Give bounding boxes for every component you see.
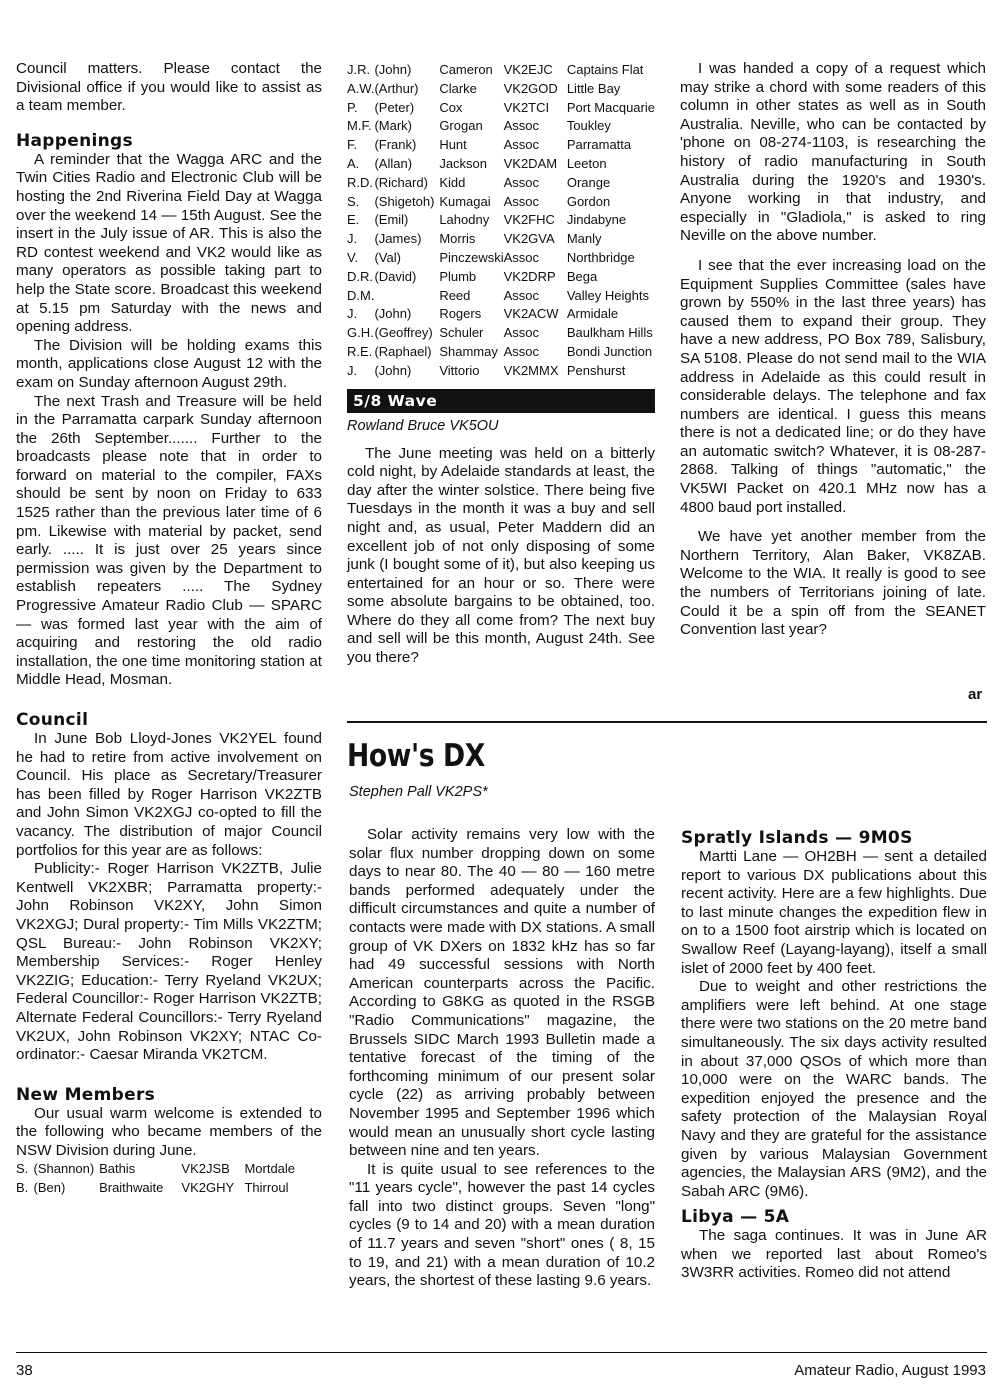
member-initials: R.E. bbox=[347, 343, 373, 359]
column-1 bbox=[16, 60, 322, 1198]
member-suburb: Port Macquarie bbox=[566, 99, 655, 115]
wave-paragraph: The June meeting was held on a bitterly cold night, by Adelaide standards at least, the day after the winter solstice. There being five Tuesdays in the month it was a buy and sell night and, as usual, Peter Maddern did an excellent job of not only disposing of some junk (I bought some of it), but also keeping us entertained for an hour or so. There were some absolute bargains to be obtained, too. Where do they all come from? The next buy and sell will be this month, August 24th. See you there? bbox=[347, 444, 655, 667]
member-callsign: Assoc bbox=[503, 343, 540, 359]
member-callsign: Assoc bbox=[503, 174, 540, 190]
member-callsign: VK2GOD bbox=[503, 80, 558, 96]
member-row bbox=[347, 211, 655, 230]
member-callsign: Assoc bbox=[503, 193, 540, 209]
member-given-name: (Allan) bbox=[374, 155, 413, 171]
col3-paragraph-3: We have yet another member from the Northern Territory, Alan Baker, VK8ZAB. Welcome to the WIA. It really is good to see the numbers of Territorians joining of late. Could it be a spin off from the SEANET Convention last year? bbox=[680, 528, 986, 639]
member-row bbox=[347, 193, 655, 212]
member-surname: Plumb bbox=[439, 268, 477, 284]
member-given-name: (Mark) bbox=[374, 118, 412, 134]
hows-dx-column-1 bbox=[349, 826, 655, 1291]
member-surname: Jackson bbox=[439, 155, 488, 171]
member-given-name: (Geoffrey) bbox=[374, 325, 433, 341]
spratly-heading: Spratly Islands — 9M0S bbox=[681, 828, 913, 848]
member-callsign: VK2GVA bbox=[503, 231, 555, 247]
member-given-name: (Arthur) bbox=[374, 80, 419, 96]
members-list-table bbox=[347, 61, 655, 381]
member-surname: Pinczewski bbox=[439, 249, 504, 265]
hows-dx-paragraph-1: Solar activity remains very low with the solar flux number dropping down on some days to near 80. The 40 — 80 — 160 metre bands performed adequately under the difficult circumstances and quite a number of contacts were made with DX stations. A small group of VK DXers on 1832 kHz has so far had 49 successful sessions with North American counterparts across the Pacific. According to G8KG as quoted in the RSGB "Radio Communications" magazine, the Brussels SIDC March 1993 Bulletin made a tentative forecast of the timing of the forthcoming minimum of our present solar cycle (22) as arriving probably between November 1995 and September 1996 which would mean an unusually short cycle lasting between nine and ten years. bbox=[349, 826, 655, 1160]
new-member-surname: Bathis bbox=[99, 1161, 136, 1177]
libya-paragraph: The saga continues. It was in June AR when we reported last about Romeo's 3W3RR activities. Romeo did not attend bbox=[681, 1227, 987, 1282]
member-callsign: VK2DRP bbox=[503, 268, 556, 284]
member-row bbox=[347, 80, 655, 99]
member-surname: Kidd bbox=[439, 174, 466, 190]
council-paragraph-1: In June Bob Lloyd-Jones VK2YEL found he had to retire from active involvement on Council. His place as Secretary/Treasurer has been filled by Roger Harrison VK2ZTB and John Simon VK2XGJ co-opted to fill the vacancy. The distribution of major Council portfolios for this year are as follows: bbox=[16, 730, 322, 859]
member-surname: Vittorio bbox=[439, 362, 480, 378]
member-callsign: VK2EJC bbox=[503, 62, 553, 77]
col3-paragraph-2: I see that the ever increasing load on the Equipment Supplies Committee (sales have grown by 550% in the last three years) has caused them to expand their group. They have a new address, PO Box 789, Salisbury, SA 5108. Please do not send mail to the WIA address in Adelaide as this could result in considerable delays. The telephone and fax numbers are identical. I guess this means there is not a dedicated line; or do they have an automatic switch? Whatever, it is 08-287-2868. Talking of things "automatic," the VK5WI Packet on 420.1 MHz now has a 4800 baud port installed. bbox=[680, 256, 986, 516]
new-members-table bbox=[16, 1160, 322, 1198]
column-3-top bbox=[680, 60, 986, 640]
happenings-heading: Happenings bbox=[16, 130, 133, 151]
member-given-name: (Richard) bbox=[374, 174, 428, 190]
column-2-top bbox=[347, 61, 655, 668]
member-row bbox=[347, 99, 655, 118]
member-row bbox=[347, 155, 655, 174]
member-row bbox=[347, 61, 655, 80]
member-given-name bbox=[374, 287, 439, 306]
hows-dx-paragraph-2: It is quite usual to see references to the "11 years cycle", however the past 14 cycles fall into two distinct groups. Seven "long" cycles (9 to 14 and 20) with a mean duration of 11.7 years and seven "short" ones ( 8, 15 to 19, and 21) with a mean duration of 10.2 years, the shortest of these lasting 9.6 years. bbox=[349, 1160, 655, 1290]
member-initials: V. bbox=[347, 249, 359, 265]
member-row bbox=[347, 305, 655, 324]
member-row bbox=[347, 362, 655, 381]
member-initials: E. bbox=[347, 212, 360, 228]
member-given-name: (Peter) bbox=[374, 99, 415, 115]
member-surname: Schuler bbox=[439, 325, 484, 341]
member-initials: P. bbox=[347, 99, 358, 115]
happenings-paragraph-3: The next Trash and Treasure will be held in the Parramatta carpark Sunday afternoon the 26th September....... Further to the broadcasts please note that in order to forward on material to the compiler, FAXs should be sent by noon on Friday to 633 1525 rather than the previous later time of 6 pm. Likewise with material by packet, send early. ..... It is just over 25 years since permission was given by the Department to establish repeaters ..... The Sydney Progressive Amateur Radio Club — SPARC — was formed last year with the aim of acquiring and restoring the old radio installation, the one time monitoring station at Middle Head, Mosman. bbox=[16, 392, 322, 689]
member-surname: Rogers bbox=[439, 306, 482, 322]
member-suburb: Gordon bbox=[566, 193, 611, 209]
wave-banner: 5/8 Wave bbox=[347, 389, 655, 413]
member-given-name: (Emil) bbox=[374, 212, 409, 228]
member-suburb: Leeton bbox=[566, 155, 607, 171]
member-suburb: Penshurst bbox=[566, 362, 626, 378]
member-initials: J.R. bbox=[347, 62, 371, 77]
member-callsign: VK2FHC bbox=[503, 212, 555, 228]
hows-dx-title: How's DX bbox=[347, 738, 485, 774]
member-row bbox=[347, 287, 655, 306]
page-number: 38 bbox=[16, 1362, 33, 1379]
member-callsign: VK2TCI bbox=[503, 99, 550, 115]
new-member-surname: Braithwaite bbox=[99, 1180, 164, 1196]
new-member-callsign: VK2GHY bbox=[181, 1180, 235, 1196]
member-initials: M.F. bbox=[347, 118, 372, 134]
member-callsign: Assoc bbox=[503, 287, 540, 303]
member-surname: Hunt bbox=[439, 137, 467, 153]
member-row bbox=[347, 343, 655, 362]
member-callsign: Assoc bbox=[503, 325, 540, 341]
member-surname: Reed bbox=[439, 287, 471, 303]
member-callsign: VK2DAM bbox=[503, 155, 558, 171]
sign-off: ar bbox=[968, 686, 983, 703]
member-initials: F. bbox=[347, 137, 358, 153]
hows-dx-byline: Stephen Pall VK2PS* bbox=[349, 784, 488, 800]
member-initials: J. bbox=[347, 362, 358, 378]
member-surname: Cameron bbox=[439, 62, 493, 77]
spratly-paragraph-1: Martti Lane — OH2BH — sent a detailed report to various DX publications about this recent activity. Here are a few highlights. Due to last minute changes the expedition flew in on to a 1500 foot airstrip which is located on Swallow Reef (Layang-layang), itself a small islet of 2000 feet by 400 feet. bbox=[681, 848, 987, 977]
happenings-paragraph-1: A reminder that the Wagga ARC and the Twin Cities Radio and Electronic Club will be hosting the 2nd Riverina Field Day at Wagga over the weekend 14 — 15th August. See the insert in the July issue of AR. This is also the RD contest weekend and VK2 would like as many operators as possible taking part to help the State score. Broadcast this weekend at 5.15 pm Saturday with the news and opening address. bbox=[16, 150, 322, 336]
member-row bbox=[347, 324, 655, 343]
member-initials: G.H. bbox=[347, 325, 374, 341]
council-continued-text: Council matters. Please contact the Divisional office if you would like to assist as a team member. bbox=[16, 60, 322, 115]
member-callsign: VK2MMX bbox=[503, 362, 559, 378]
member-initials: J. bbox=[347, 231, 358, 247]
member-surname: Lahodny bbox=[439, 212, 490, 228]
new-member-row bbox=[16, 1179, 322, 1198]
member-row bbox=[347, 117, 655, 136]
member-suburb: Bega bbox=[566, 268, 598, 284]
member-surname: Morris bbox=[439, 231, 476, 247]
member-initials: S. bbox=[347, 193, 360, 209]
col3-paragraph-1: I was handed a copy of a request which may strike a chord with some readers of this column in other states as well as in South Australia. Neville, who can be contacted by 'phone on 08-274-1103, is researching the history of radio manufacturing in South Australia during the 1920's and 1930's. Anyone working in that industry, and especially in "Gladiola," is asked to ring Neville on the above number. bbox=[680, 60, 986, 245]
new-member-row bbox=[16, 1160, 322, 1179]
member-initials: R.D. bbox=[347, 174, 373, 190]
spratly-paragraph-2: Due to weight and other restrictions the amplifiers were left behind. At one stage there were two stations on the 20 metre band simultaneously. The six days activity resulted in about 37,000 QSOs of which more than 10,000 were on the WARC bands. The expedition enjoyed the presence and the safety protection of the Malaysian Royal Navy and they are grateful for the assistance given by various Malaysian Government agencies, the Malaysian ARS (9M2), and the Sabah ARC (9M6). bbox=[681, 978, 987, 1200]
member-given-name: (John) bbox=[374, 362, 412, 378]
member-row bbox=[347, 249, 655, 268]
member-given-name: (Val) bbox=[374, 249, 401, 265]
member-callsign: Assoc bbox=[503, 118, 540, 134]
member-suburb: Parramatta bbox=[566, 137, 632, 153]
council-paragraph-2: Publicity:- Roger Harrison VK2ZTB, Julie Kentwell VK2XBR; Parramatta property:- John Robinson VK2XY, John Simon VK2XGJ; Dural property:- Tim Mills VK2ZTM; QSL Bureau:- John Robinson VK2XY; Membership Services:- Roger Henley VK2ZIG; Education:- Terry Ryeland VK2UX; Federal Councillor:- Roger Harrison VK2ZTB; Alternate Federal Councillors:- Terry Ryeland VK2UX, John Robinson VK2XY; NTAC Co-ordinator:- Caesar Miranda VK2TCM. bbox=[16, 860, 322, 1064]
member-given-name: (John) bbox=[374, 306, 412, 322]
member-surname: Shammay bbox=[439, 343, 498, 359]
new-member-suburb: Mortdale bbox=[244, 1161, 296, 1177]
member-given-name: (John) bbox=[374, 62, 412, 77]
member-row bbox=[347, 136, 655, 155]
libya-heading: Libya — 5A bbox=[681, 1207, 790, 1228]
member-suburb: Northbridge bbox=[566, 249, 635, 265]
section-divider bbox=[347, 721, 987, 723]
member-given-name: (James) bbox=[374, 231, 422, 247]
new-member-initials: S. bbox=[16, 1161, 29, 1177]
footer-rule bbox=[16, 1352, 987, 1353]
member-surname: Kumagai bbox=[439, 193, 491, 209]
new-member-suburb: Thirroul bbox=[244, 1180, 289, 1196]
member-callsign: VK2ACW bbox=[503, 306, 559, 322]
member-initials: A.W. bbox=[347, 80, 375, 96]
member-initials: J. bbox=[347, 306, 358, 322]
member-suburb: Orange bbox=[566, 174, 611, 190]
new-member-given-name: (Ben) bbox=[33, 1180, 66, 1196]
member-row bbox=[347, 174, 655, 193]
council-heading: Council bbox=[16, 710, 89, 730]
hows-dx-column-2 bbox=[681, 828, 987, 1283]
new-members-paragraph: Our usual warm welcome is extended to the following who became members of the NSW Division during June. bbox=[16, 1104, 322, 1159]
member-given-name: (Raphael) bbox=[374, 343, 432, 359]
member-callsign: Assoc bbox=[503, 249, 540, 265]
new-members-heading: New Members bbox=[16, 1084, 156, 1105]
new-member-callsign: VK2JSB bbox=[181, 1161, 230, 1177]
new-member-given-name: (Shannon) bbox=[33, 1161, 95, 1177]
member-row bbox=[347, 268, 655, 287]
new-member-initials: B. bbox=[16, 1180, 29, 1196]
member-surname: Cox bbox=[439, 99, 463, 115]
member-suburb: Toukley bbox=[566, 118, 611, 134]
member-suburb: Jindabyne bbox=[566, 212, 627, 228]
member-callsign: Assoc bbox=[503, 137, 540, 153]
member-suburb: Armidale bbox=[566, 306, 619, 322]
member-suburb: Manly bbox=[566, 231, 602, 247]
member-surname: Clarke bbox=[439, 80, 477, 96]
member-suburb: Valley Heights bbox=[566, 287, 649, 303]
member-suburb: Captains Flat bbox=[566, 62, 644, 77]
footer-title: Amateur Radio, August 1993 bbox=[794, 1362, 986, 1379]
member-given-name: (Frank) bbox=[374, 137, 417, 153]
wave-byline: Rowland Bruce VK5OU bbox=[347, 417, 499, 434]
member-given-name: (Shigetoh) bbox=[374, 193, 435, 209]
member-initials: D.M. bbox=[347, 287, 375, 303]
member-given-name: (David) bbox=[374, 268, 417, 284]
member-initials: D.R. bbox=[347, 268, 373, 284]
member-row bbox=[347, 230, 655, 249]
member-suburb: Little Bay bbox=[566, 80, 621, 96]
happenings-paragraph-2: The Division will be holding exams this month, applications close August 12 with the exam on Sunday afternoon August 29th. bbox=[16, 336, 322, 391]
member-suburb: Bondi Junction bbox=[566, 343, 653, 359]
member-initials: A. bbox=[347, 155, 360, 171]
member-surname: Grogan bbox=[439, 118, 483, 134]
member-suburb: Baulkham Hills bbox=[566, 325, 653, 341]
